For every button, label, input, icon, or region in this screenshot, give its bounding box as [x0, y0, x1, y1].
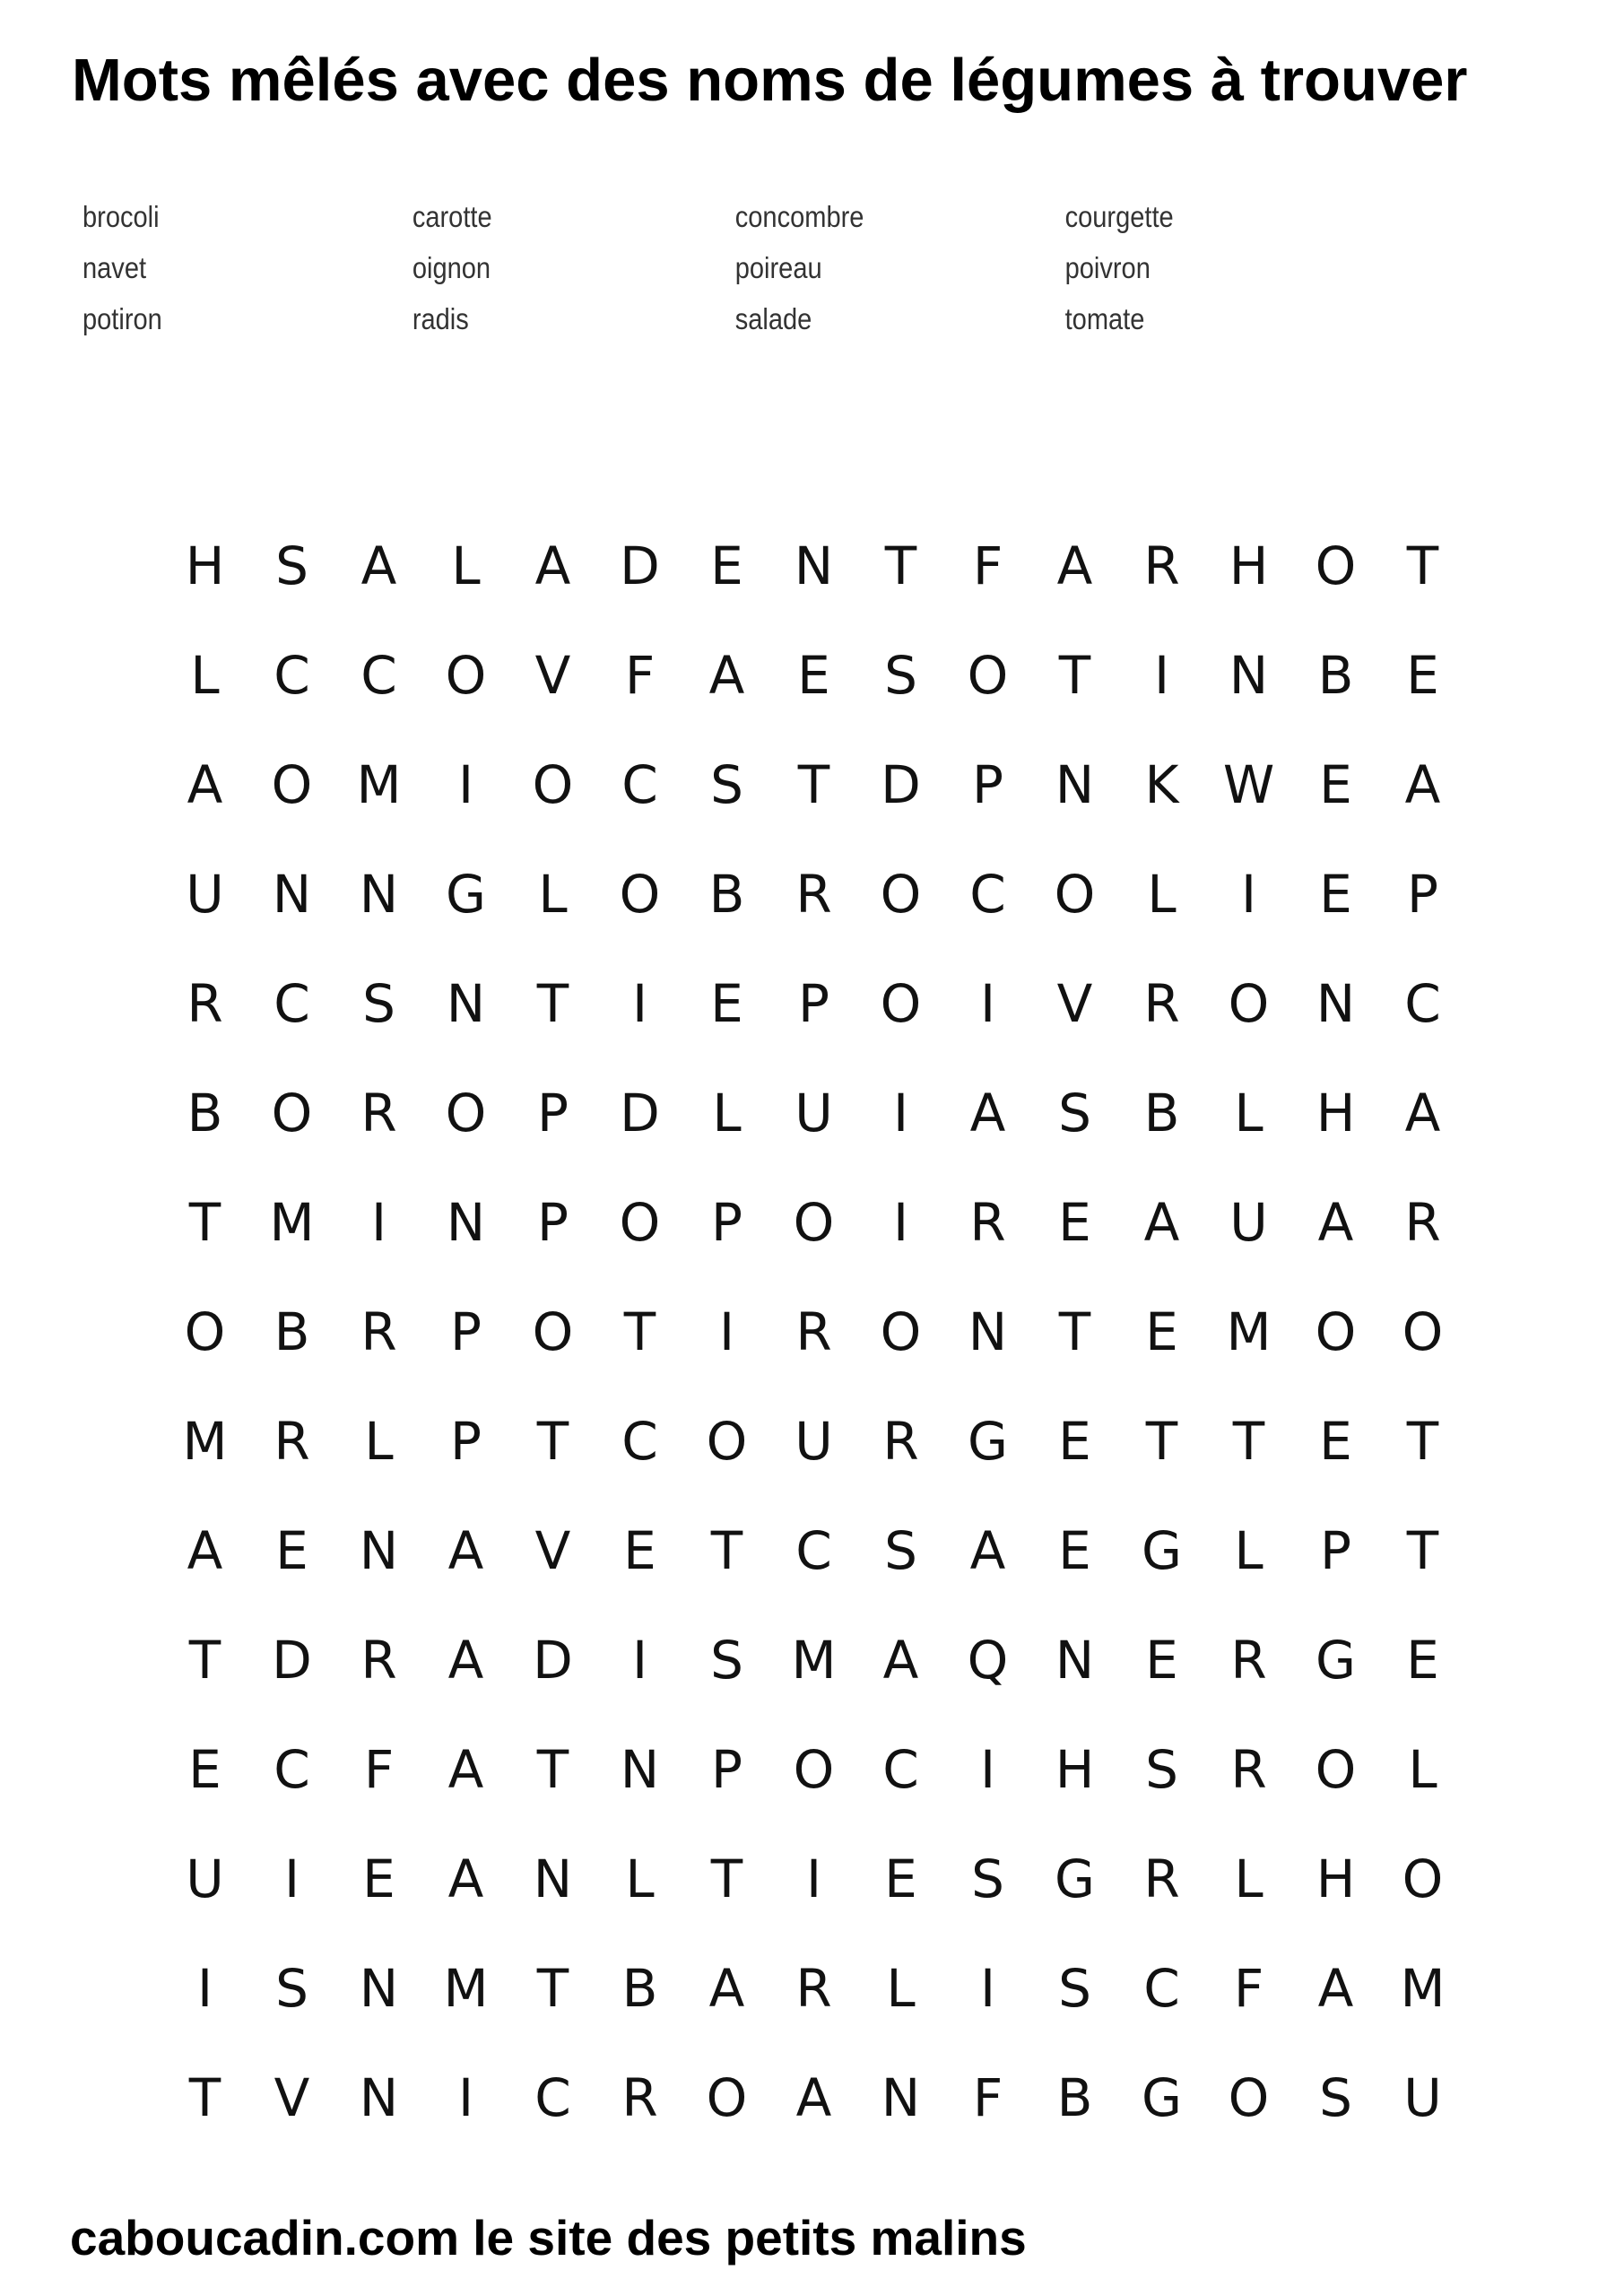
grid-letter: A	[447, 1520, 484, 1581]
grid-letter: M	[1400, 1958, 1446, 2019]
word-list-item: salade	[734, 302, 812, 335]
grid-letter: Q	[967, 1630, 1009, 1691]
grid-letter: T	[884, 535, 917, 596]
grid-letter: P	[537, 1083, 569, 1144]
grid-letter: I	[631, 1630, 648, 1691]
grid-letter: E	[623, 1520, 656, 1581]
grid-letter: B	[1317, 645, 1354, 706]
grid-letter: F	[363, 1739, 395, 1800]
grid-letter: D	[272, 1630, 312, 1691]
grid-letter: T	[797, 754, 830, 815]
grid-letter: O	[1315, 535, 1357, 596]
grid-letter: A	[447, 1630, 484, 1691]
grid-letter: G	[968, 1411, 1008, 1472]
grid-letter: L	[1408, 1739, 1437, 1800]
grid-letter: A	[447, 1848, 484, 1909]
grid-letter: R	[1230, 1630, 1267, 1691]
grid-letter: U	[795, 1083, 833, 1144]
grid-letter: P	[1320, 1520, 1351, 1581]
grid-letter: R	[1404, 1192, 1441, 1253]
grid-letter: T	[1145, 1411, 1178, 1472]
grid-letter: W	[1222, 754, 1275, 815]
grid-letter: R	[795, 864, 832, 925]
grid-letter: T	[1058, 645, 1091, 706]
grid-letter: C	[360, 645, 397, 706]
grid-letter: C	[274, 645, 310, 706]
grid-letter: A	[1317, 1958, 1354, 2019]
grid-letter: C	[274, 973, 310, 1034]
grid-letter: O	[1228, 973, 1270, 1034]
grid-letter: O	[880, 1301, 922, 1362]
grid-letter: I	[457, 754, 474, 815]
grid-letter: O	[619, 864, 661, 925]
grid-letter: C	[795, 1520, 832, 1581]
grid-letter: R	[187, 973, 223, 1034]
grid-letter: D	[620, 1083, 660, 1144]
grid-letter: I	[1153, 645, 1170, 706]
grid-letter: S	[884, 645, 917, 706]
grid-letter: C	[621, 754, 658, 815]
grid-letter: L	[451, 535, 481, 596]
grid-letter: O	[184, 1301, 226, 1362]
grid-letter: E	[710, 535, 743, 596]
grid-letter: R	[1143, 535, 1180, 596]
grid-letter: T	[623, 1301, 656, 1362]
grid-letter: A	[360, 535, 397, 596]
grid-letter: O	[619, 1192, 661, 1253]
grid-letter: I	[370, 1192, 387, 1253]
grid-letter: P	[1407, 864, 1438, 925]
grid-letter: A	[1056, 535, 1093, 596]
grid-letter: U	[1403, 2067, 1442, 2128]
grid-letter: U	[795, 1411, 833, 1472]
grid-letter: E	[1058, 1520, 1091, 1581]
grid-letter: B	[1143, 1083, 1180, 1144]
grid-letter: S	[710, 1630, 743, 1691]
word-list-item: brocoli	[83, 200, 160, 233]
grid-letter: L	[1147, 864, 1177, 925]
grid-letter: A	[1404, 1083, 1441, 1144]
grid-letter: D	[620, 535, 660, 596]
grid-letter: O	[706, 2067, 748, 2128]
grid-letter: S	[1058, 1083, 1091, 1144]
grid-letter: R	[621, 2067, 658, 2128]
page-title: Mots mêlés avec des noms de légumes à trouver	[72, 47, 1468, 114]
grid-letter: N	[1055, 754, 1095, 815]
grid-letter: A	[187, 1520, 223, 1581]
grid-letter: E	[188, 1739, 221, 1800]
grid-letter: S	[362, 973, 395, 1034]
grid-letter: H	[1316, 1083, 1356, 1144]
grid-letter: E	[275, 1520, 308, 1581]
grid-letter: L	[712, 1083, 742, 1144]
grid-letter: N	[359, 2067, 399, 2128]
grid-letter: A	[1317, 1192, 1354, 1253]
grid-letter: E	[1406, 645, 1439, 706]
grid-letter: I	[196, 1958, 213, 2019]
grid-letter: A	[187, 754, 223, 815]
grid-letter: M	[791, 1630, 837, 1691]
grid-letter: O	[880, 864, 922, 925]
footer-site-name: caboucadin.com le site des petits malins	[70, 2210, 1027, 2266]
word-list-item: tomate	[1064, 302, 1145, 335]
grid-letter: O	[271, 1083, 313, 1144]
grid-letter: N	[968, 1301, 1008, 1362]
word-list-item: poireau	[734, 251, 822, 284]
grid-letter: O	[1315, 1301, 1357, 1362]
grid-letter: E	[1058, 1411, 1091, 1472]
grid-letter: H	[1316, 1848, 1356, 1909]
grid-letter: L	[1234, 1848, 1264, 1909]
grid-letter: L	[538, 864, 568, 925]
grid-letter: E	[1058, 1192, 1091, 1253]
grid-letter: N	[446, 1192, 486, 1253]
grid-letter: N	[1316, 973, 1356, 1034]
word-list-item: courgette	[1064, 200, 1174, 233]
grid-letter: R	[1143, 973, 1180, 1034]
grid-letter: O	[793, 1739, 835, 1800]
grid-letter: L	[625, 1848, 655, 1909]
grid-letter: P	[711, 1192, 743, 1253]
grid-letter: F	[624, 645, 656, 706]
word-list-item: poivron	[1064, 251, 1151, 284]
grid-letter: N	[620, 1739, 660, 1800]
grid-letter: V	[274, 2067, 310, 2128]
grid-letter: C	[274, 1739, 310, 1800]
grid-letter: O	[1228, 2067, 1270, 2128]
grid-letter: N	[1229, 645, 1269, 706]
grid-letter: O	[445, 645, 487, 706]
grid-letter: A	[447, 1739, 484, 1800]
grid-letter: G	[1316, 1630, 1356, 1691]
grid-letter: R	[882, 1411, 919, 1472]
grid-letter: E	[884, 1848, 917, 1909]
grid-letter: M	[269, 1192, 315, 1253]
word-list-item: carotte	[412, 200, 492, 233]
grid-letter: I	[718, 1301, 735, 1362]
grid-letter: C	[621, 1411, 658, 1472]
grid-letter: T	[1406, 535, 1439, 596]
grid-letter: A	[969, 1083, 1006, 1144]
grid-letter: T	[1406, 1411, 1439, 1472]
grid-letter: U	[186, 864, 224, 925]
grid-letter: E	[797, 645, 830, 706]
grid-letter: E	[710, 973, 743, 1034]
grid-letter: M	[443, 1958, 489, 2019]
grid-letter: S	[1319, 2067, 1352, 2128]
grid-letter: I	[892, 1192, 909, 1253]
grid-letter: N	[446, 973, 486, 1034]
grid-letter: I	[457, 2067, 474, 2128]
grid-letter: A	[708, 1958, 745, 2019]
word-list-item: concombre	[734, 200, 864, 233]
grid-letter: I	[1240, 864, 1257, 925]
grid-letter: S	[275, 535, 308, 596]
grid-letter: L	[1234, 1083, 1264, 1144]
grid-letter: F	[1233, 1958, 1264, 2019]
grid-letter: D	[533, 1630, 573, 1691]
grid-letter: A	[882, 1630, 919, 1691]
grid-letter: A	[708, 645, 745, 706]
grid-letter: R	[1143, 1848, 1180, 1909]
grid-letter: U	[1229, 1192, 1268, 1253]
grid-letter: S	[710, 754, 743, 815]
grid-letter: G	[446, 864, 486, 925]
grid-letter: B	[621, 1958, 658, 2019]
grid-letter: R	[1230, 1739, 1267, 1800]
grid-letter: A	[534, 535, 571, 596]
grid-letter: L	[364, 1411, 394, 1472]
grid-letter: H	[185, 535, 225, 596]
grid-letter: B	[1056, 2067, 1093, 2128]
grid-letter: A	[795, 2067, 832, 2128]
grid-letter: R	[360, 1630, 397, 1691]
grid-letter: L	[886, 1958, 916, 2019]
grid-letter: F	[972, 535, 1003, 596]
grid-letter: R	[795, 1301, 832, 1362]
grid-letter: R	[360, 1083, 397, 1144]
grid-letter: I	[979, 1739, 996, 1800]
grid-letter: T	[536, 973, 569, 1034]
grid-letter: C	[882, 1739, 919, 1800]
grid-letter: P	[537, 1192, 569, 1253]
grid-letter: I	[283, 1848, 300, 1909]
grid-letter: K	[1144, 754, 1179, 815]
grid-letter: S	[884, 1520, 917, 1581]
grid-letter: T	[1058, 1301, 1091, 1362]
grid-letter: E	[362, 1848, 395, 1909]
grid-letter: H	[1229, 535, 1269, 596]
grid-letter: O	[706, 1411, 748, 1472]
grid-letter: N	[359, 864, 399, 925]
grid-letter: T	[188, 2067, 221, 2128]
grid-letter: T	[536, 1958, 569, 2019]
grid-letter: O	[793, 1192, 835, 1253]
grid-letter: G	[1142, 1520, 1182, 1581]
grid-letter: I	[892, 1083, 909, 1144]
grid-letter: V	[1056, 973, 1093, 1034]
grid-letter: I	[631, 973, 648, 1034]
word-list-item: oignon	[412, 251, 491, 284]
grid-letter: I	[805, 1848, 822, 1909]
grid-letter: G	[1142, 2067, 1182, 2128]
grid-letter: C	[1143, 1958, 1180, 2019]
grid-letter: E	[1406, 1630, 1439, 1691]
grid-letter: N	[359, 1958, 399, 2019]
grid-letter: T	[710, 1520, 743, 1581]
grid-letter: N	[272, 864, 312, 925]
grid-letter: S	[1058, 1958, 1091, 2019]
grid-letter: N	[533, 1848, 573, 1909]
grid-letter: T	[710, 1848, 743, 1909]
grid-letter: T	[536, 1411, 569, 1472]
grid-letter: C	[534, 2067, 571, 2128]
grid-letter: N	[359, 1520, 399, 1581]
grid-letter: G	[1055, 1848, 1095, 1909]
grid-letter: U	[186, 1848, 224, 1909]
grid-letter: T	[188, 1192, 221, 1253]
grid-letter: B	[708, 864, 745, 925]
grid-letter: R	[795, 1958, 832, 2019]
grid-letter: S	[971, 1848, 1004, 1909]
word-list-item: radis	[412, 302, 469, 335]
grid-letter: T	[188, 1630, 221, 1691]
letter-grid	[161, 511, 1466, 2152]
word-list-item: navet	[83, 251, 147, 284]
grid-letter: A	[1143, 1192, 1180, 1253]
grid-letter: T	[536, 1739, 569, 1800]
grid-letter: L	[1234, 1520, 1264, 1581]
grid-letter: R	[274, 1411, 310, 1472]
grid-letter: A	[1404, 754, 1441, 815]
grid-letter: C	[1404, 973, 1441, 1034]
grid-letter: N	[881, 2067, 921, 2128]
grid-letter: P	[450, 1411, 482, 1472]
grid-letter: N	[794, 535, 834, 596]
grid-letter: E	[1319, 754, 1352, 815]
grid-letter: R	[360, 1301, 397, 1362]
grid-letter: O	[1402, 1848, 1444, 1909]
grid-letter: E	[1319, 864, 1352, 925]
grid-letter: R	[969, 1192, 1006, 1253]
grid-letter: C	[969, 864, 1006, 925]
grid-letter: I	[979, 1958, 996, 2019]
grid-letter: M	[356, 754, 402, 815]
grid-letter: B	[274, 1301, 310, 1362]
grid-letter: L	[190, 645, 220, 706]
grid-letter: O	[880, 973, 922, 1034]
grid-letter: T	[1406, 1520, 1439, 1581]
grid-letter: I	[979, 973, 996, 1034]
grid-letter: O	[967, 645, 1009, 706]
word-list-item: potiron	[83, 302, 162, 335]
grid-letter: N	[1055, 1630, 1095, 1691]
grid-letter: O	[445, 1083, 487, 1144]
grid-letter: O	[271, 754, 313, 815]
grid-letter: S	[275, 1958, 308, 2019]
grid-letter: O	[1402, 1301, 1444, 1362]
grid-letter: O	[532, 754, 574, 815]
grid-letter: H	[1055, 1739, 1095, 1800]
grid-letter: P	[711, 1739, 743, 1800]
grid-letter: F	[972, 2067, 1003, 2128]
grid-letter: P	[450, 1301, 482, 1362]
grid-letter: O	[1315, 1739, 1357, 1800]
grid-letter: D	[881, 754, 921, 815]
grid-letter: P	[798, 973, 829, 1034]
grid-letter: B	[187, 1083, 223, 1144]
grid-letter: M	[182, 1411, 228, 1472]
grid-letter: P	[972, 754, 1003, 815]
grid-letter: A	[969, 1520, 1006, 1581]
word-list	[83, 191, 1266, 344]
grid-letter: O	[532, 1301, 574, 1362]
grid-letter: V	[534, 1520, 571, 1581]
grid-letter: E	[1145, 1301, 1178, 1362]
grid-letter: O	[1054, 864, 1096, 925]
grid-letter: M	[1226, 1301, 1272, 1362]
grid-letter: E	[1319, 1411, 1352, 1472]
grid-letter: V	[534, 645, 571, 706]
grid-letter: S	[1145, 1739, 1178, 1800]
grid-letter: T	[1232, 1411, 1265, 1472]
grid-letter: E	[1145, 1630, 1178, 1691]
